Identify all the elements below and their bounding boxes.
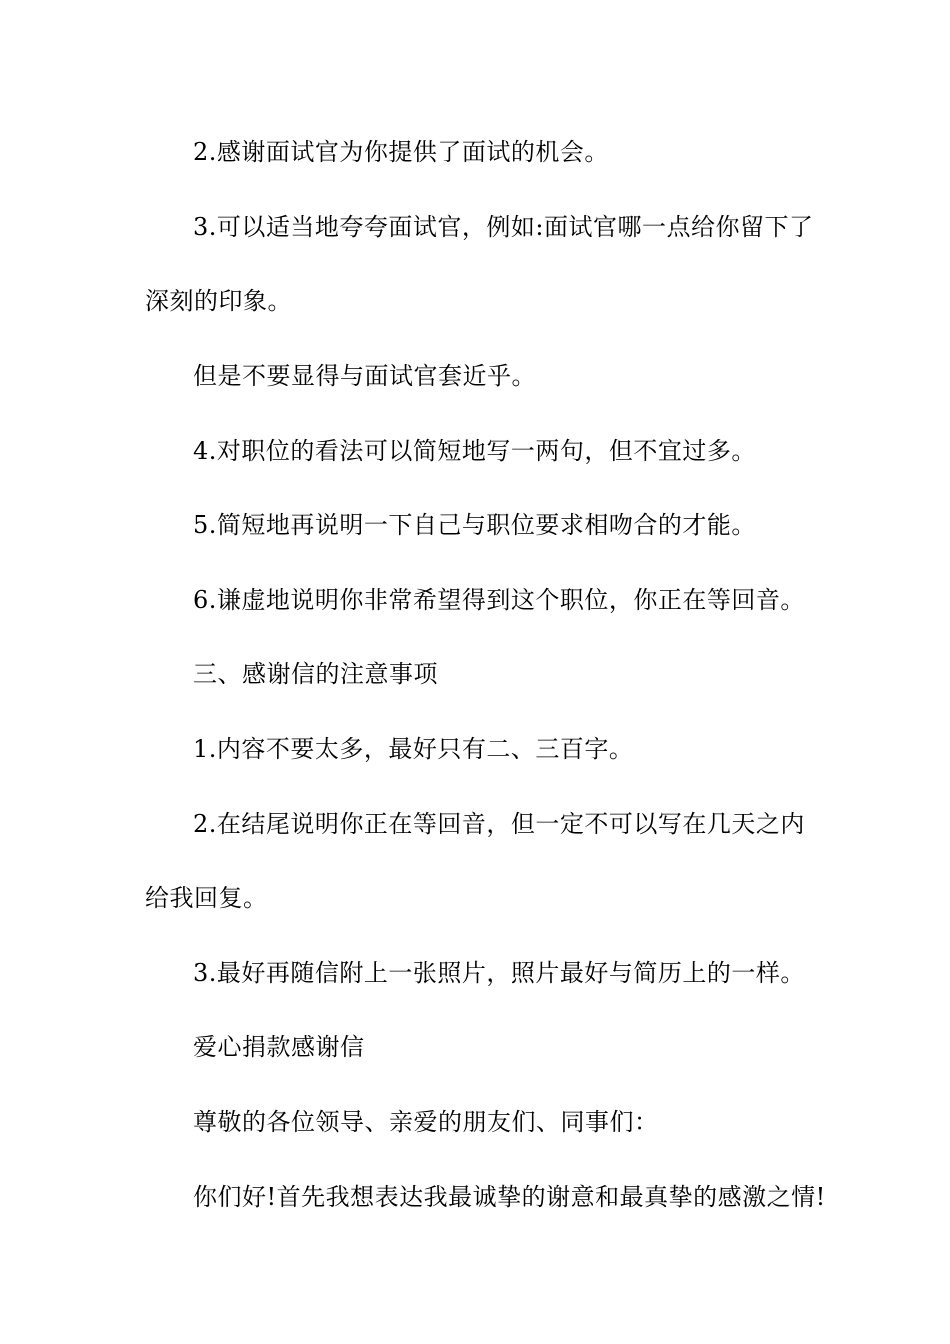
paragraph-line: 3.最好再随信附上一张照片，照片最好与简历上的一样。 xyxy=(193,959,805,987)
paragraph-line: 6.谦虚地说明你非常希望得到这个职位，你正在等回音。 xyxy=(193,586,805,614)
paragraph-line: 5.简短地再说明一下自己与职位要求相吻合的才能。 xyxy=(193,511,756,539)
paragraph-line: 2.在结尾说明你正在等回音，但一定不可以写在几天之内 xyxy=(193,810,805,838)
letter-title: 爱心捐款感谢信 xyxy=(193,1033,365,1061)
paragraph-line: 深刻的印象。 xyxy=(145,287,292,315)
paragraph-line: 4.对职位的看法可以简短地写一两句，但不宜过多。 xyxy=(193,437,756,465)
paragraph-line: 2.感谢面试官为你提供了面试的机会。 xyxy=(193,138,609,166)
paragraph-line: 你们好!首先我想表达我最诚挚的谢意和最真挚的感激之情! xyxy=(193,1183,826,1211)
paragraph-line: 3.可以适当地夸夸面试官，例如:面试官哪一点给你留下了 xyxy=(193,213,814,241)
letter-salutation: 尊敬的各位领导、亲爱的朋友们、同事们： xyxy=(193,1108,659,1136)
paragraph-line: 1.内容不要太多，最好只有二、三百字。 xyxy=(193,735,634,763)
paragraph-line: 给我回复。 xyxy=(145,884,268,912)
paragraph-line: 但是不要显得与面试官套近乎。 xyxy=(193,362,536,390)
section-heading: 三、感谢信的注意事项 xyxy=(193,660,438,688)
